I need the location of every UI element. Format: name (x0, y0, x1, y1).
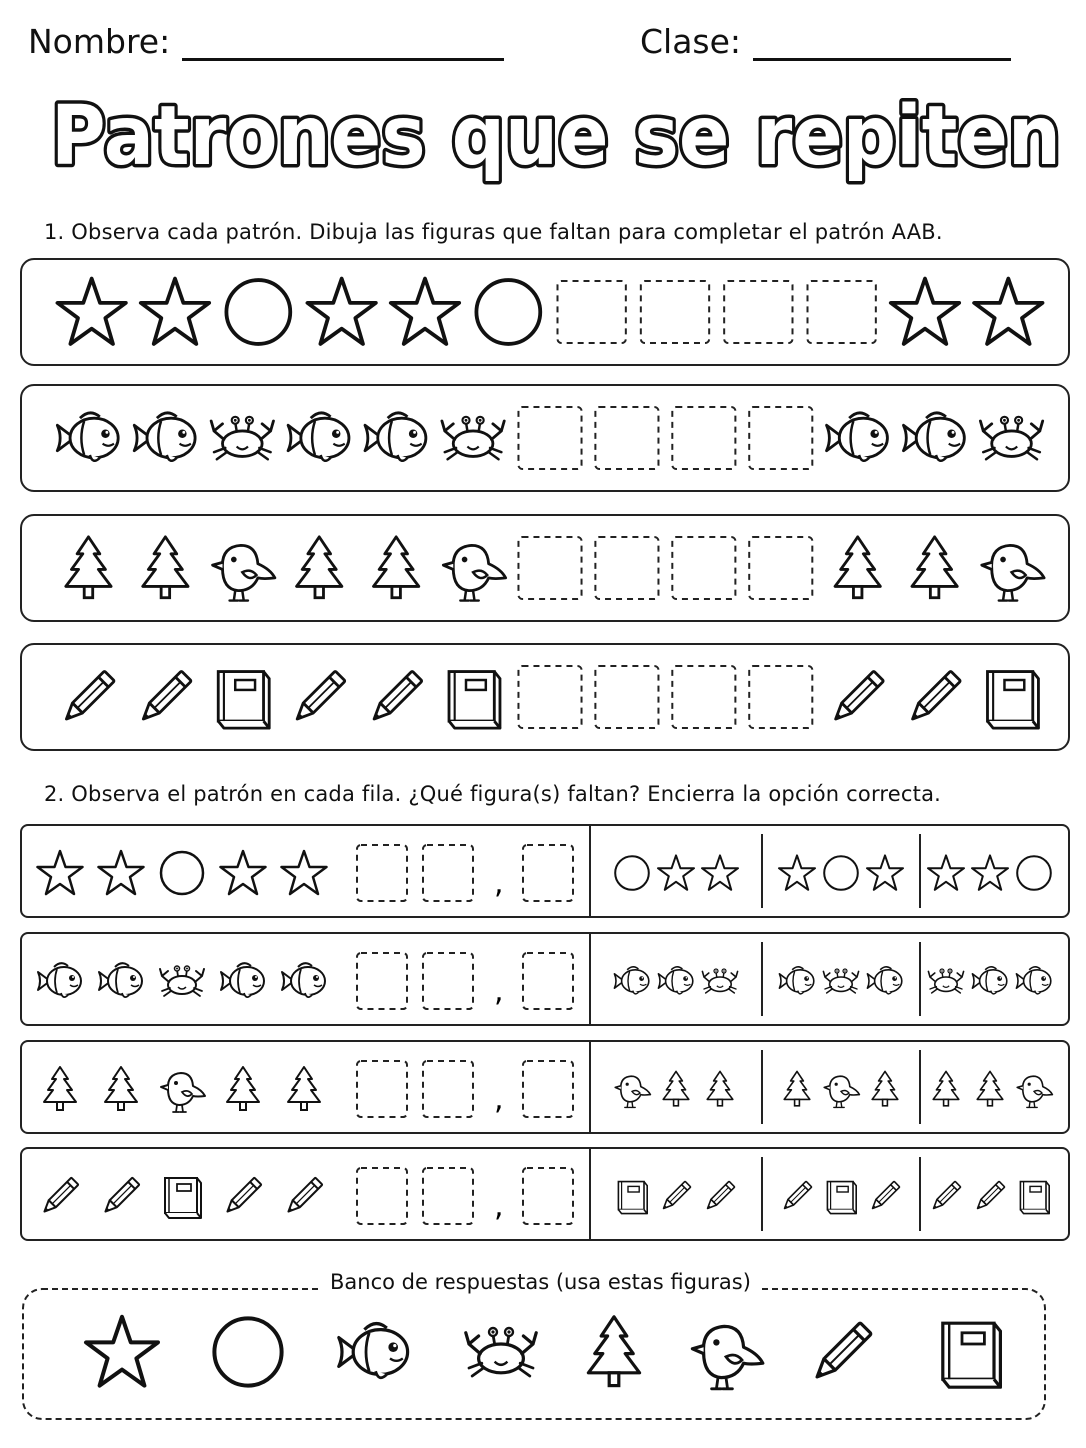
option-1[interactable] (615, 1071, 733, 1107)
answer-box[interactable] (724, 281, 792, 343)
star-icon (99, 851, 144, 894)
star-icon (928, 855, 964, 889)
book-icon (987, 672, 1038, 729)
name-field[interactable] (28, 22, 504, 61)
bird-icon (161, 1073, 205, 1112)
fish-icon (972, 967, 1006, 994)
option-3[interactable] (931, 1181, 1049, 1213)
pencil-icon (870, 1181, 900, 1211)
answer-box[interactable] (523, 953, 573, 1009)
bank-bird-icon (692, 1326, 762, 1388)
choice-row-1 (20, 824, 1070, 918)
pattern-row-3 (20, 514, 1070, 622)
bank-fish-icon (339, 1324, 408, 1378)
circle-icon (476, 280, 540, 344)
pencil-icon (369, 671, 422, 724)
book-icon (827, 1182, 856, 1214)
bird-icon (615, 1076, 650, 1107)
separator: , (494, 974, 504, 1009)
bird-icon (1017, 1076, 1052, 1107)
star-icon (779, 855, 815, 889)
class-field[interactable] (640, 22, 1011, 61)
class-line[interactable] (753, 28, 1011, 61)
crab-icon (160, 966, 204, 996)
star-icon (282, 851, 327, 894)
fish-icon (867, 967, 901, 994)
crab-icon (442, 417, 504, 459)
tree-icon (784, 1071, 810, 1105)
answer-box[interactable] (357, 845, 407, 901)
answer-box[interactable] (672, 666, 735, 728)
answer-box[interactable] (423, 845, 473, 901)
fish-icon (38, 963, 81, 997)
fish-icon (1016, 967, 1050, 994)
name-line[interactable] (182, 28, 504, 61)
tree-icon (707, 1071, 733, 1105)
answer-box[interactable] (357, 1168, 407, 1224)
star-icon (867, 855, 903, 889)
pencil-icon (61, 671, 114, 724)
star-icon (891, 279, 959, 344)
page-title-text: Patrones que se repiten (51, 89, 1061, 184)
answer-box[interactable] (749, 407, 812, 469)
circle-icon (161, 852, 203, 894)
answer-box[interactable] (357, 1061, 407, 1117)
star-icon (391, 279, 459, 344)
crab-icon (211, 417, 273, 459)
fish-icon (779, 967, 813, 994)
answer-box[interactable] (641, 281, 709, 343)
pattern-row-1 (20, 258, 1070, 366)
bank-crab-icon (466, 1328, 536, 1376)
answer-box[interactable] (423, 1168, 473, 1224)
pencil-icon (224, 1178, 261, 1215)
tree-icon (835, 537, 880, 598)
fish-icon (282, 963, 325, 997)
section2-instruction: 2. Observa el patrón en cada fila. ¿Qué figura(s) faltan? Encierra la opción correcta. (44, 782, 942, 806)
answer-box[interactable] (523, 845, 573, 901)
section1-instruction: 1. Observa cada patrón. Dibuja las figuras que faltan para completar el patrón AAB. (44, 220, 943, 244)
star-icon (221, 851, 266, 894)
answer-box[interactable] (518, 666, 581, 728)
book-icon (218, 672, 269, 729)
answer-box[interactable] (423, 1061, 473, 1117)
class-label: Clase: (640, 22, 742, 61)
book-icon (165, 1178, 201, 1218)
bank-star-icon (86, 1317, 158, 1386)
star-icon (57, 279, 125, 344)
tree-icon (977, 1071, 1003, 1105)
option-2[interactable] (779, 967, 901, 994)
tree-icon (374, 537, 419, 598)
option-1[interactable] (614, 967, 737, 994)
option-3[interactable] (928, 855, 1051, 889)
tree-icon (143, 537, 188, 598)
fish-icon (99, 963, 142, 997)
separator: , (494, 1189, 504, 1224)
option-1[interactable] (618, 1181, 734, 1213)
tree-icon (44, 1067, 76, 1110)
tree-icon (912, 537, 957, 598)
bird-icon (982, 545, 1044, 600)
fish-icon (365, 413, 426, 461)
answer-box[interactable] (595, 666, 658, 728)
tree-icon (297, 537, 342, 598)
answer-bank (22, 1288, 1046, 1420)
answer-box[interactable] (523, 1168, 573, 1224)
book-icon (1020, 1182, 1049, 1214)
option-2[interactable] (782, 1181, 900, 1213)
star-icon (972, 855, 1008, 889)
answer-box[interactable] (595, 407, 658, 469)
bird-icon (213, 545, 275, 600)
separator: , (494, 1082, 504, 1117)
crab-icon (702, 969, 737, 993)
option-2[interactable] (779, 855, 903, 889)
pencil-icon (831, 671, 884, 724)
bank-book-icon (943, 1323, 1001, 1387)
tree-icon (288, 1067, 320, 1110)
answer-box[interactable] (595, 537, 658, 599)
fish-icon (221, 963, 264, 997)
answer-box[interactable] (808, 281, 876, 343)
answer-box[interactable] (672, 407, 735, 469)
fish-icon (614, 967, 648, 994)
tree-icon (66, 537, 111, 598)
bank-tree-icon (588, 1317, 639, 1386)
option-1[interactable] (615, 855, 738, 889)
bird-icon (443, 545, 505, 600)
crab-icon (928, 969, 963, 993)
tree-icon (872, 1071, 898, 1105)
bird-icon (824, 1076, 859, 1107)
tree-icon (105, 1067, 137, 1110)
pencil-icon (908, 671, 961, 724)
star-icon (658, 855, 694, 889)
bank-circle-icon (214, 1318, 281, 1385)
answer-box[interactable] (672, 537, 735, 599)
circle-icon (1017, 856, 1051, 890)
pencil-icon (782, 1181, 812, 1211)
circle-icon (615, 856, 649, 890)
pencil-icon (138, 671, 191, 724)
pencil-icon (41, 1178, 78, 1215)
pencil-icon (292, 671, 345, 724)
answer-box[interactable] (749, 666, 812, 728)
crab-icon (980, 417, 1042, 459)
pencil-icon (705, 1181, 735, 1211)
choice-row-2 (20, 932, 1070, 1026)
fish-icon (134, 413, 195, 461)
fish-icon (57, 413, 118, 461)
answer-box[interactable] (423, 953, 473, 1009)
star-icon (702, 855, 738, 889)
star-icon (974, 279, 1042, 344)
choice-row-3 (20, 1040, 1070, 1134)
tree-icon (933, 1071, 959, 1105)
pencil-icon (931, 1181, 961, 1211)
answer-box[interactable] (518, 407, 581, 469)
answer-bank-title: Banco de respuestas (usa estas figuras) (320, 1270, 761, 1294)
pattern-row-2 (20, 384, 1070, 492)
answer-box[interactable] (518, 537, 581, 599)
option-3[interactable] (928, 967, 1050, 994)
separator: , (494, 866, 504, 901)
page-title (0, 72, 1086, 202)
tree-icon (227, 1067, 259, 1110)
book-icon (449, 672, 500, 729)
name-label: Nombre: (28, 22, 171, 61)
bank-pencil-icon (811, 1323, 871, 1383)
fish-icon (658, 967, 692, 994)
option-2[interactable] (784, 1071, 898, 1107)
pattern-row-4 (20, 643, 1070, 751)
fish-icon (827, 413, 888, 461)
crab-icon (823, 969, 858, 993)
choice-row-4 (20, 1147, 1070, 1241)
pencil-icon (102, 1178, 139, 1215)
circle-icon (226, 280, 290, 344)
book-icon (618, 1182, 647, 1214)
pencil-icon (285, 1178, 322, 1215)
star-icon (38, 851, 83, 894)
star-icon (307, 279, 375, 344)
option-3[interactable] (933, 1071, 1052, 1107)
fish-icon (903, 413, 964, 461)
tree-icon (663, 1071, 689, 1105)
pencil-icon (661, 1181, 691, 1211)
answer-box[interactable] (523, 1061, 573, 1117)
pencil-icon (975, 1181, 1005, 1211)
answer-box[interactable] (558, 281, 626, 343)
circle-icon (824, 856, 858, 890)
answer-box[interactable] (749, 537, 812, 599)
fish-icon (288, 413, 349, 461)
star-icon (141, 279, 209, 344)
answer-box[interactable] (357, 953, 407, 1009)
